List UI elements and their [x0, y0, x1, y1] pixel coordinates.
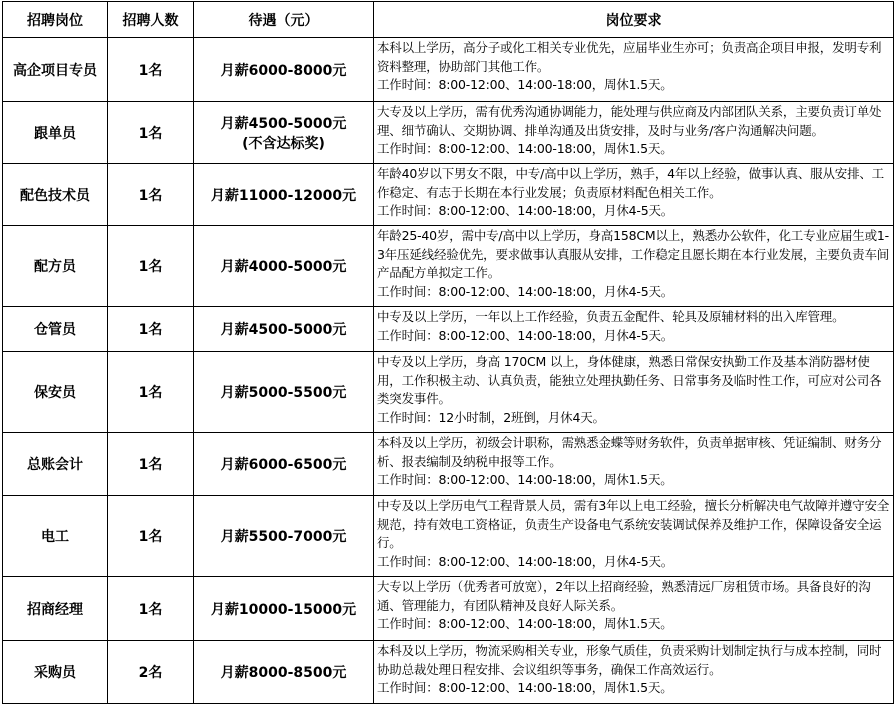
requirement-cell — [374, 641, 894, 704]
count-cell: 1名 — [108, 496, 194, 577]
work-hours: 工作时间：8:00-12:00、14:00-18:00，周休1.5天。 — [377, 680, 673, 695]
header-count: 招聘人数 — [108, 2, 194, 38]
salary-cell — [194, 641, 374, 704]
count-cell: 1名 — [108, 577, 194, 641]
recruitment-table — [2, 1, 894, 704]
requirement-text: 中专及以上学历，一年以上工作经验，负责五金配件、轮具及原辅材料的出入库管理。 — [377, 309, 845, 324]
requirement-text: 大专以上学历（优秀者可放宽），2年以上招商经验，熟悉清远厂房租赁市场。具备良好的沟通、管理能力，有团队精神及良好人际关系。 — [377, 579, 871, 613]
count-cell: 1名 — [108, 226, 194, 307]
salary-cell — [194, 164, 374, 226]
salary-value: 月薪6000-8000元 — [220, 62, 347, 79]
work-hours: 工作时间：8:00-12:00、14:00-18:00，月休4-5天。 — [377, 203, 674, 218]
work-hours: 工作时间：8:00-12:00、14:00-18:00，月休4-5天。 — [377, 553, 674, 569]
position-cell: 保安员 — [3, 352, 108, 433]
table-row — [3, 352, 894, 433]
position-cell: 配方员 — [3, 226, 108, 307]
requirement-text: 年龄25-40岁，需中专/高中以上学历，身高158CM以上，熟悉办公软件，化工专业应届生或1-3年压延线经验优先，要求做事认真服从安排，工作稳定且愿长期在本行业发展，主要负责车间产品配方单拟定工作。 — [377, 228, 890, 280]
requirement-cell — [374, 496, 894, 577]
position-cell: 跟单员 — [3, 102, 108, 164]
requirement-text: 本科以上学历，高分子或化工相关专业优先，应届毕业生亦可；负责高企项目申报，发明专利资料整理，协助部门其他工作。 — [377, 40, 882, 74]
requirement-cell — [374, 38, 894, 102]
salary-cell — [194, 226, 374, 307]
table-row — [3, 641, 894, 704]
table-row — [3, 577, 894, 641]
requirement-cell — [374, 352, 894, 433]
requirement-cell — [374, 226, 894, 307]
salary-cell — [194, 38, 374, 102]
requirement-text: 年龄40岁以下男女不限，中专/高中以上学历，熟手，4年以上经验，做事认真、服从安排、工作稳定、有志于长期在本行业发展；负责原材料配色相关工作。 — [377, 166, 884, 200]
table-row — [3, 164, 894, 226]
requirement-text: 本科及以上学历，初级会计职称，需熟悉金蝶等财务软件，负责单据审核、凭证编制、财务分析、报表编制及纳税申报等工作。 — [377, 435, 882, 469]
salary-value: 月薪11000-12000元 — [210, 187, 357, 204]
requirement-cell — [374, 102, 894, 164]
header-position: 招聘岗位 — [3, 2, 108, 38]
position-cell: 采购员 — [3, 641, 108, 704]
work-hours: 工作时间：8:00-12:00、14:00-18:00，月休4-5天。 — [377, 283, 674, 299]
requirement-text: 本科及以上学历，物流采购相关专业，形象气质佳，负责采购计划制定执行与成本控制，同时协助总裁处理日程安排、会议组织等事务，确保工作高效运行。 — [377, 643, 882, 677]
table-row — [3, 102, 894, 164]
salary-value: 月薪4500-5000元 — [220, 322, 347, 338]
requirement-text: 大专及以上学历，需有优秀沟通协调能力，能处理与供应商及内部团队关系，主要负责订单处理、细节确认、交期协调、排单沟通及出货安排，及时与业务/客户沟通解决问题。 — [377, 104, 882, 138]
position-cell: 招商经理 — [3, 577, 108, 641]
salary-value: 月薪8000-8500元 — [220, 665, 347, 681]
salary-value: 月薪6000-6500元 — [220, 457, 347, 473]
requirement-text: 中专及以上学历，身高 170CM 以上，身体健康，熟悉日常保安执勤工作及基本消防器材使用，工作积极主动、认真负责，能独立处理执勤任务、日常事务及临时性工作，可应对公司各类突发事件。 — [377, 354, 882, 406]
count-cell: 2名 — [108, 641, 194, 704]
table-row — [3, 307, 894, 352]
requirement-cell — [374, 577, 894, 641]
count-cell: 1名 — [108, 352, 194, 433]
header-salary: 待遇（元） — [194, 2, 374, 38]
salary-cell — [194, 307, 374, 352]
header-row — [3, 2, 894, 38]
count-cell: 1名 — [108, 38, 194, 102]
position-cell: 总账会计 — [3, 433, 108, 496]
work-hours: 工作时间：12小时制，2班倒，月休4天。 — [377, 409, 605, 425]
position-cell: 配色技术员 — [3, 164, 108, 226]
salary-value: 月薪4000-5000元 — [220, 259, 347, 275]
salary-cell — [194, 352, 374, 433]
position-cell: 电工 — [3, 496, 108, 577]
salary-cell — [194, 577, 374, 641]
salary-value: 月薪5500-7000元 — [220, 529, 347, 545]
work-hours: 工作时间：8:00-12:00、14:00-18:00，周休1.5天。 — [377, 77, 673, 92]
requirement-cell — [374, 433, 894, 496]
salary-cell — [194, 433, 374, 496]
salary-value: 月薪10000-15000元 — [210, 601, 357, 618]
work-hours: 工作时间：8:00-12:00、14:00-18:00，月休4-5天。 — [377, 327, 674, 343]
header-requirement: 岗位要求 — [374, 2, 894, 38]
table-row — [3, 496, 894, 577]
work-hours: 工作时间：8:00-12:00、14:00-18:00，周休1.5天。 — [377, 472, 673, 487]
requirement-cell — [374, 164, 894, 226]
requirement-text: 中专及以上学历电气工程背景人员，需有3年以上电工经验，擅长分析解决电气故障并遵守安全规范，持有效电工资格证，负责生产设备电气系统安装调试保养及维护工作，保障设备安全运行。 — [377, 498, 890, 550]
work-hours: 工作时间：8:00-12:00、14:00-18:00，周休1.5天。 — [377, 616, 673, 631]
salary-cell — [194, 102, 374, 164]
work-hours: 工作时间：8:00-12:00、14:00-18:00，周休1.5天。 — [377, 141, 673, 156]
count-cell: 1名 — [108, 433, 194, 496]
table-row — [3, 433, 894, 496]
position-cell: 仓管员 — [3, 307, 108, 352]
position-cell: 高企项目专员 — [3, 38, 108, 102]
count-cell: 1名 — [108, 307, 194, 352]
salary-value: 月薪4500-5000元 — [220, 115, 347, 132]
table-row — [3, 226, 894, 307]
requirement-cell — [374, 307, 894, 352]
salary-cell — [194, 496, 374, 577]
count-cell: 1名 — [108, 102, 194, 164]
salary-value: 月薪5000-5500元 — [220, 385, 347, 401]
count-cell: 1名 — [108, 164, 194, 226]
table-row — [3, 38, 894, 102]
salary-note: (不含达标奖) — [242, 135, 325, 152]
